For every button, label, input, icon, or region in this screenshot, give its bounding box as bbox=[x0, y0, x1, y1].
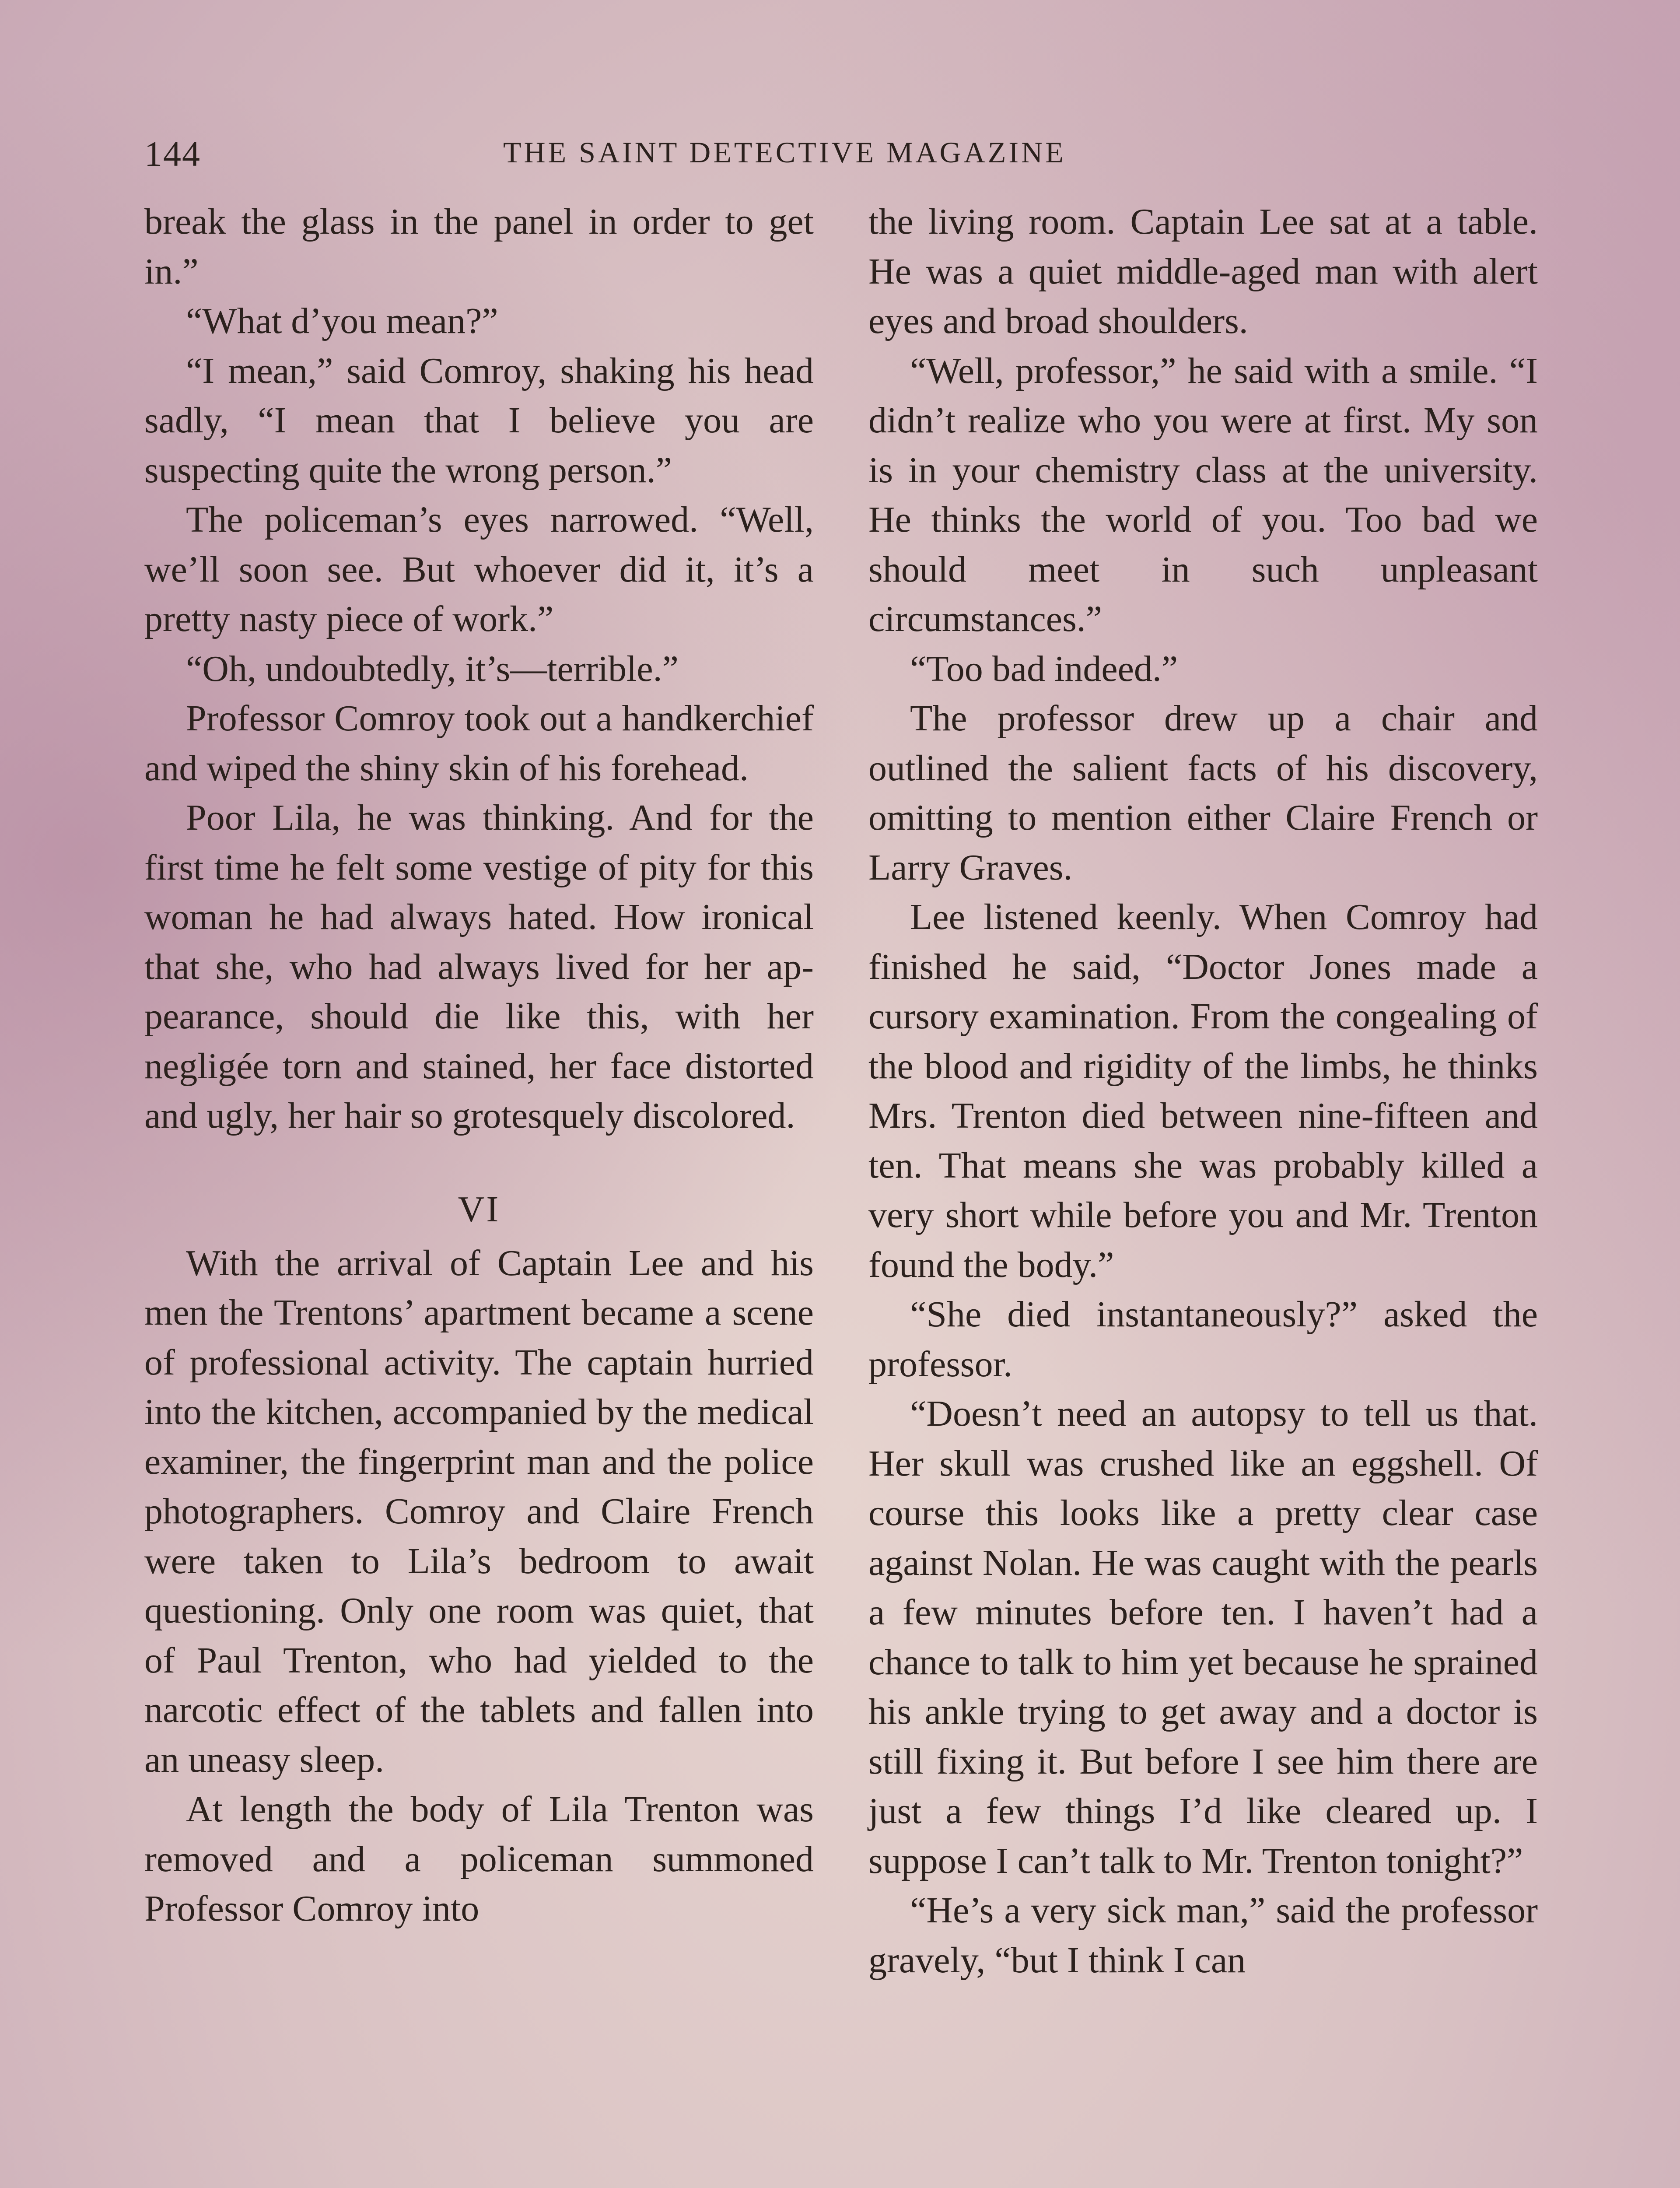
left-column bbox=[144, 197, 814, 1934]
paragraph: Poor Lila, he was thinking. And for the first time he felt some vestige of pity for this woman he had always hated. How ironical that she, who had always lived for her appearance, should die like this, with her negligée torn and stained, her face distorted and ugly, her hair so grotesquely discolored. bbox=[144, 797, 814, 1136]
paragraph: “What d’you mean?” bbox=[186, 301, 498, 341]
paragraph: the living room. Captain Lee sat at a table. He was a quiet middle-aged man with alert eyes and broad shoulders. bbox=[868, 201, 1538, 341]
paragraph: Lee listened keenly. When Comroy had finished he said, “Doctor Jones made a cursory examination. From the congealing of the blood and rigidity of the limbs, he thinks Mrs. Trenton died between nine-fifteen and ten. That means she was probably killed a very short while before you and Mr. Trenton found the body.” bbox=[868, 897, 1538, 1285]
paragraph: “Too bad indeed.” bbox=[910, 648, 1178, 689]
paragraph: With the arrival of Captain Lee and his men the Trentons’ apartment became a scene of professional activity. The captain hurried into the kitchen, accompanied by the medical examiner, the fingerprint man and the police photographers. Comroy and Claire French were taken to Lila’s bedroom to await questioning. Only one room was quiet, that of Paul Trenton, who had yielded to the narcotic effect of the tablets and fallen into an uneasy sleep. bbox=[144, 1242, 814, 1780]
paragraph: “Well, professor,” he said with a smile. “I didn’t realize who you were at first. My son is in your chemistry class at the university. He thinks the world of you. Too bad we should meet in such unpleasant circumstances.” bbox=[868, 350, 1538, 639]
running-head bbox=[144, 133, 1536, 182]
magazine-title: THE SAINT DETECTIVE MAGAZINE bbox=[503, 136, 1066, 169]
paragraph: The professor drew up a chair and outlined the salient facts of his discovery, omitting to mention either Claire French or Larry Graves. bbox=[868, 698, 1538, 888]
paragraph: break the glass in the panel in order to get in.” bbox=[144, 201, 814, 292]
right-column bbox=[868, 197, 1538, 1985]
paragraph: The policeman’s eyes narrowed. “Well, we’ll soon see. But whoever did it, it’s a pretty nasty piece of work.” bbox=[144, 499, 814, 639]
paragraph: “Doesn’t need an autopsy to tell us that. Her skull was crushed like an eggshell. Of course this looks like a pretty clear case against Nolan. He was caught with the pearls a few minutes before ten. I haven’t had a chance to talk to him yet because he sprained his ankle trying to get away and a doctor is still fixing it. But before I see him there are just a few things I’d like cleared up. I suppose I can’t talk to Mr. Trenton tonight?” bbox=[868, 1393, 1538, 1881]
page-number: 144 bbox=[144, 134, 201, 174]
paragraph: Professor Comroy took out a handkerchief and wiped the shiny skin of his forehead. bbox=[144, 698, 814, 789]
section-heading: VI bbox=[458, 1189, 500, 1230]
paragraph: “I mean,” said Comroy, shaking his head sadly, “I mean that I believe you are suspecting quite the wrong person.” bbox=[144, 350, 814, 491]
paragraph: “Oh, undoubtedly, it’s—terrible.” bbox=[186, 648, 679, 689]
paragraph: “He’s a very sick man,” said the professor gravely, “but I think I can bbox=[868, 1890, 1538, 1981]
paragraph: “She died instantaneously?” asked the professor. bbox=[868, 1294, 1538, 1385]
paragraph: At length the body of Lila Trenton was removed and a policeman summoned Professor Comroy into bbox=[144, 1789, 814, 1929]
